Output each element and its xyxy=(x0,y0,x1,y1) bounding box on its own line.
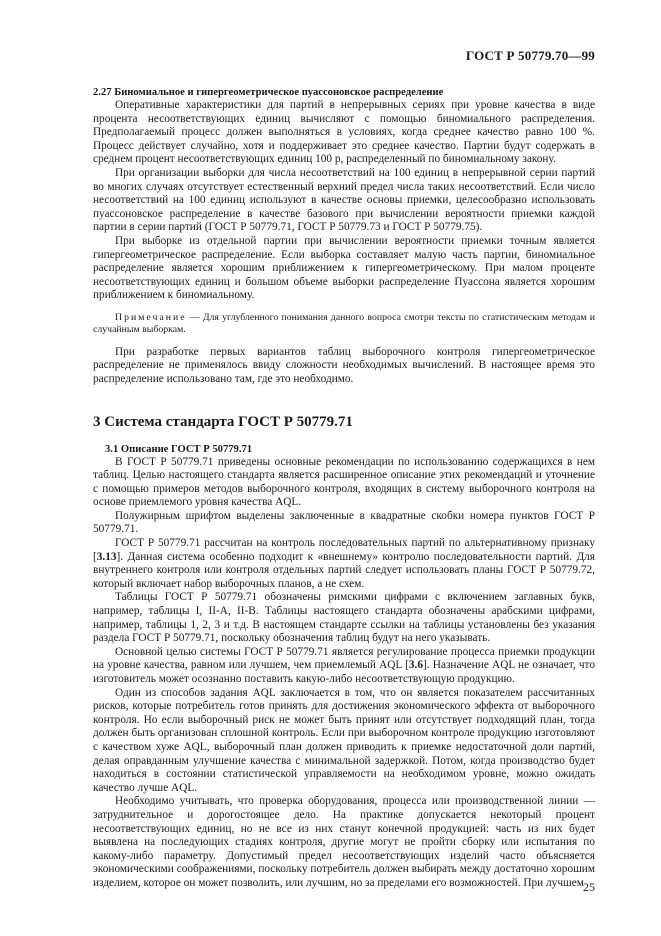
note-label: Примечание xyxy=(115,311,187,323)
paragraph: Один из способов задания AQL заключается в том, что он является показателем рассчитанных рисков, которые потребитель готов принять для достижения экономического эффекта от выборочного контроля. Но если выборочный риск не может быть принят или отсутствует подходящий план, тогда должен быть организован сплошной контроль. Если при выборочном контроле продукцию изготовляют с качеством хуже AQL, выборочный план должен приводить к приемке недостаточной доли партий, делая оправданным улучшение качества с минимальной задержкой. Потом, когда производство будет находиться в состоянии статистической управляемости на необходимом уровне, можно ожидать качество лучше AQL. xyxy=(93,686,595,794)
section-title-3: 3 Система стандарта ГОСТ Р 50779.71 xyxy=(93,413,353,430)
paragraph: При разработке первых вариантов таблиц выборочного контроля гипергеометрическое распределение не применялось ввиду сложности необходимых вычислений. В настоящее время это распределение использовано там, где это необходимо. xyxy=(93,345,595,385)
document-code-header: ГОСТ Р 50779.70—99 xyxy=(465,48,595,63)
paragraph: Оперативные характеристики для партий в непрерывных сериях при уровне качества в виде процента несоответствующих единиц вычисляют с помощью биномиального распределения. Предполагаемый процесс должен выполняться в условиях, когда среднее качество равно 100 %. Процесс действует случайно, хотя и поддерживает это среднее качество. Партии будут содержать в среднем процент несоответствующих единиц 100 p, распределенный по биномиальному закону. xyxy=(93,99,595,166)
paragraph: Основной целью системы ГОСТ Р 50779.71 является регулирование процесса приемки продукции на уровне качества, равном или лучшем, чем приемлемый AQL [3.6]. Назначение AQL не означает, что изготовитель может осознанно поставить какую-либо несоответствующую продукцию. xyxy=(93,645,595,685)
clause-reference: 3.6 xyxy=(408,659,423,672)
paragraph: Таблицы ГОСТ Р 50779.71 обозначены римскими цифрами с включением заглавных букв, например, таблицы I, II-A, II-B. Таблицы настоящего стандарта обозначены арабскими цифрами, например, таблицы 1, 2, 3 и т.д. В настоящем стандарте ссылки на таблицы установлены без указания раздела ГОСТ Р 50779.71, поскольку обозначения таблиц будут на него указывать. xyxy=(93,591,595,645)
subsection-title-2-27: 2.27 Биномиальное и гипергеометрическое пуассоновское распределение xyxy=(93,87,444,98)
paragraph: В ГОСТ Р 50779.71 приведены основные рекомендации по использованию содержащихся в нем таблиц. Целью настоящего стандарта является расширенное описание этих рекомендаций и уточнение с помощью примеров методов выборочного контроля, входящих в систему выборочного контроля на основе приемлемого уровня качества AQL. xyxy=(93,455,595,509)
paragraph: Необходимо учитывать, что проверка оборудования, процесса или производственной линии — затруднительное и дорогостоящее дело. На практике допускается некоторый процент несоответствующих единиц, но не все из них станут конечной продукцией: часть из них будет выявлена на последующих стадиях контроля, другие могут не пройти сборку или испытания по какому-либо параметру. Допустимый предел несоответствующих изделий часто объясняется экономическими соображениями, поскольку потребитель должен выбирать между достаточно хорошим изделием, которое он может позволить, или лучшим, но за пределами его возможностей. При лучшем xyxy=(93,795,595,889)
paragraph: Полужирным шрифтом выделены заключенные в квадратные скобки номера пунктов ГОСТ Р 50779.71. xyxy=(93,509,595,536)
clause-reference: 3.13 xyxy=(96,550,117,563)
page-number: 25 xyxy=(583,880,595,894)
subsection-title-3-1: 3.1 Описание ГОСТ Р 50779.71 xyxy=(105,443,253,455)
paragraph: При выборке из отдельной партии при вычислении вероятности приемки точным является гипергеометрическое распределение. Если выборка составляет малую часть партии, биномиальное распределение является хорошим приближением к гипергеометрическому. При малом проценте несоответствующих единиц и большом объеме выборки распределение Пуассона является хорошим приближением к биномиальному. xyxy=(93,234,595,302)
paragraph: При организации выборки для числа несоответствий на 100 единиц в непрерывной серии партий во многих случаях отсутствует естественный верхний предел числа таких несоответствий. Если число несоответствий на 100 единиц используют в качестве основы приемки, целесообразно использовать пуассоновское распределение в качестве базового при вычислении вероятности приемки каждой партии в серии партий (ГОСТ Р 50779.71, ГОСТ Р 50779.73 и ГОСТ Р 50779.75). xyxy=(93,166,595,234)
note-text: — Для углубленного понимания данного вопроса смотри тексты по статистическим методам и случайным выборкам. xyxy=(93,311,595,336)
paragraph: ГОСТ Р 50779.71 рассчитан на контроль последовательных партий по альтернативному признаку [3.13]. Данная система особенно подходит к «внешнему» контролю последовательности партий. Для внутреннего контроля или контроля отдельных партий следует использовать планы ГОСТ Р 50779.72, который включает набор выборочных планов, а не схем. xyxy=(93,537,595,590)
page-content xyxy=(93,86,595,891)
note xyxy=(93,312,595,337)
